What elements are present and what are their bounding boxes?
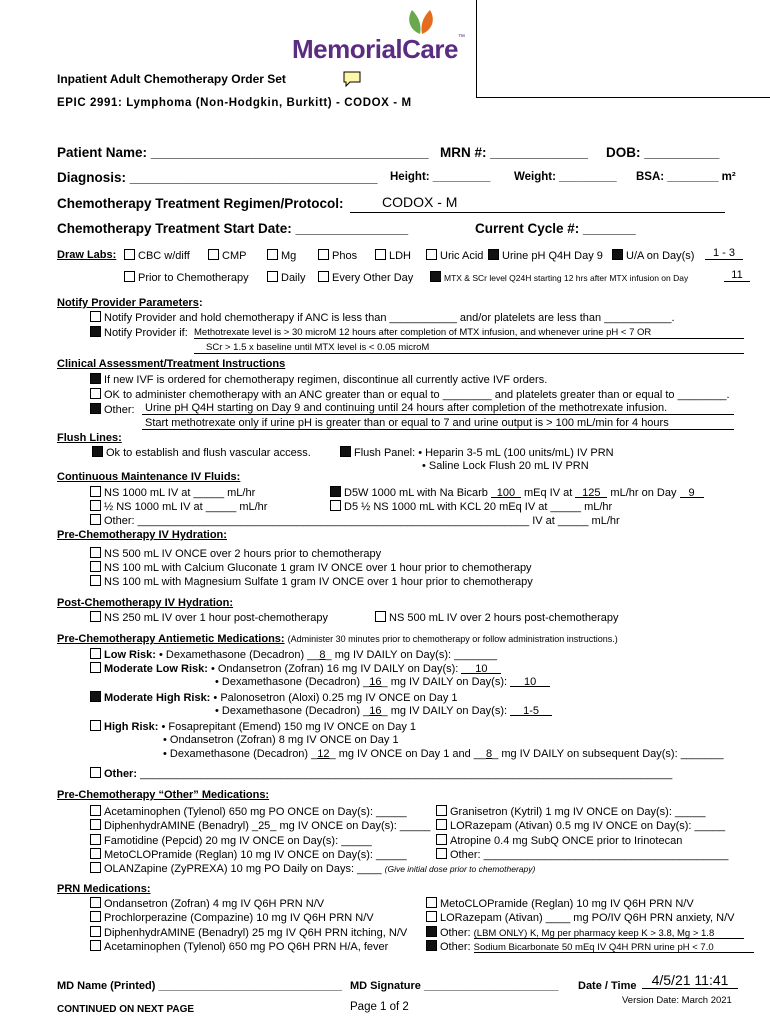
comment-icon[interactable] (342, 70, 362, 88)
ae-modhigh[interactable]: Moderate High Risk: • Palonosetron (Aloxi) 0.25 mg IV ONCE on Day 1 (90, 691, 458, 704)
prehyd-item3-checkbox[interactable] (90, 575, 101, 586)
patient-name[interactable]: Patient Name: _____________________________________ (57, 145, 429, 160)
lab-mtx[interactable]: MTX & SCr level Q24H starting 12 hrs after MTX infusion on Day (430, 271, 688, 283)
assessment-item3[interactable]: Other: (90, 403, 135, 416)
ae-low-dose: 8 (319, 649, 326, 661)
om-right-1-checkbox[interactable] (436, 805, 447, 816)
prehyd-heading: Pre-Chemotherapy IV Hydration: (57, 529, 227, 541)
maint-d5w-checkbox[interactable] (330, 486, 341, 497)
prn-right-1[interactable]: MetoCLOPramide (Reglan) 10 mg IV Q6H PRN N/V (426, 897, 694, 910)
ae-modhigh-checkbox[interactable] (90, 691, 101, 702)
prn-left-3-checkbox[interactable] (90, 926, 101, 937)
epic-line: EPIC 2991: Lymphoma (Non-Hodgkin, Burkitt) - CODOX - M (57, 97, 412, 109)
prehyd-item2-checkbox[interactable] (90, 561, 101, 572)
lab-ua-checkbox[interactable] (612, 249, 623, 260)
ae-high-checkbox[interactable] (90, 720, 101, 731)
maint-d5half[interactable]: D5 ½ NS 1000 mL with KCL 20 mEq IV at _____ mL/hr (330, 500, 612, 513)
prehyd-item1-checkbox[interactable] (90, 547, 101, 558)
om-left-3-checkbox[interactable] (90, 834, 101, 845)
date-time-field[interactable] (642, 972, 738, 989)
notify-heading: Notify Provider Parameters (57, 297, 199, 309)
maint-d5w[interactable]: D5W 1000 mL with Na Bicarb 100 mEq IV at 125 mL/hr on Day 9 (330, 486, 704, 499)
lab-cmp-checkbox[interactable] (208, 249, 219, 260)
prn-left-4-checkbox[interactable] (90, 940, 101, 951)
lab-mg-checkbox[interactable] (267, 249, 278, 260)
d5w-meq[interactable]: 100 (491, 487, 521, 498)
flush-heading: Flush Lines: (57, 432, 122, 444)
dob[interactable]: DOB: __________ (606, 145, 720, 160)
lab-mg[interactable]: Mg (267, 249, 296, 262)
notify-colon: : (199, 297, 203, 309)
othermeds-heading: Pre-Chemotherapy “Other” Medications: (57, 789, 270, 801)
om-right-2-checkbox[interactable] (436, 819, 447, 830)
maint-ns[interactable]: NS 1000 mL IV at _____ mL/hr (90, 486, 255, 499)
doc-title: Inpatient Adult Chemotherapy Order Set (57, 72, 286, 86)
start-date[interactable]: Chemotherapy Treatment Start Date: _______________ (57, 221, 409, 236)
posthyd-right-checkbox[interactable] (375, 611, 386, 622)
ae-low-checkbox[interactable] (90, 648, 101, 659)
flush-left-checkbox[interactable] (92, 446, 103, 457)
om-left-2[interactable]: DiphenhydrAMINE (Benadryl) _25_ mg IV ONCE on Day(s): _____ (90, 819, 430, 832)
lab-prior-checkbox[interactable] (124, 271, 135, 282)
lab-mtx-day[interactable]: 11 (724, 269, 750, 282)
prn-right-1-checkbox[interactable] (426, 897, 437, 908)
lab-cbc[interactable]: CBC w/diff (124, 249, 190, 262)
antiemetic-header (57, 633, 618, 645)
logo (292, 8, 465, 64)
assessment-item1[interactable]: If new IVF is ordered for chemotherapy regimen, discontinue all currently active IVF orders. (90, 373, 547, 386)
mrn[interactable]: MRN #: _____________ (440, 145, 588, 160)
om-right-4-checkbox[interactable] (436, 848, 447, 859)
notify-line1-checkbox[interactable] (90, 311, 101, 322)
lab-ldh[interactable]: LDH (375, 249, 411, 262)
current-cycle[interactable]: Current Cycle #: _______ (475, 221, 636, 236)
lab-cbc-checkbox[interactable] (124, 249, 135, 260)
lab-prior[interactable]: Prior to Chemotherapy (124, 271, 249, 284)
ae-modlow2[interactable]: • Dexamethasone (Decadron) _16_ mg IV DAILY on Day(s): 10 (215, 676, 550, 688)
lab-ua-days[interactable]: 1 - 3 (705, 247, 743, 260)
ae-modlow[interactable]: Moderate Low Risk: • Ondansetron (Zofran) 16 mg IV DAILY on Day(s): 10 (90, 662, 501, 675)
lab-ua[interactable]: U/A on Day(s) (612, 249, 694, 262)
prn-left-2-checkbox[interactable] (90, 911, 101, 922)
prn-left-3[interactable]: DiphenhydrAMINE (Benadryl) 25 mg IV Q6H PRN itching, N/V (90, 926, 407, 939)
logo-text: MemorialCare (292, 34, 458, 64)
flush-right[interactable]: Flush Panel: • Heparin 3-5 mL (100 units/mL) IV PRN (340, 446, 614, 459)
ae-other[interactable]: Other: _______________________________________________________________________________________ (90, 767, 672, 780)
prehyd-item1[interactable]: NS 500 mL IV ONCE over 2 hours prior to chemotherapy (90, 547, 381, 560)
posthyd-left[interactable]: NS 250 mL IV over 1 hour post-chemotherapy (90, 611, 328, 624)
om-left-4[interactable]: MetoCLOPramide (Reglan) 10 mg IV ONCE on Day(s): _____ (90, 848, 407, 861)
lab-urine-ph[interactable]: Urine pH Q4H Day 9 (488, 249, 603, 262)
version-date: Version Date: March 2021 (622, 995, 732, 1006)
logo-tm: ™ (457, 34, 465, 41)
posthyd-left-checkbox[interactable] (90, 611, 101, 622)
assessment-item1-checkbox[interactable] (90, 373, 101, 384)
lab-ldh-checkbox[interactable] (375, 249, 386, 260)
lab-daily[interactable]: Daily (267, 271, 305, 284)
maintenance-heading: Continuous Maintenance IV Fluids: (57, 471, 241, 483)
height[interactable]: Height: _________ (390, 171, 491, 183)
lab-uric[interactable]: Uric Acid (426, 249, 483, 262)
prn-right-4-checkbox[interactable] (426, 940, 437, 951)
weight[interactable]: Weight: _________ (514, 171, 617, 183)
posthyd-heading: Post-Chemotherapy IV Hydration: (57, 597, 234, 609)
page-number: Page 1 of 2 (350, 1001, 409, 1013)
notify-line2-value[interactable]: Methotrexate level is > 30 microM 12 hours after completion of MTX infusion, and whenever urine pH < 7 OR (194, 327, 744, 339)
ae-high2: • Ondansetron (Zofran) 8 mg IV ONCE on Day 1 (163, 734, 399, 746)
ae-modlow2-day[interactable]: 10 (510, 676, 550, 687)
prn-left-1[interactable]: Ondansetron (Zofran) 4 mg IV Q6H PRN N/V (90, 897, 324, 910)
om-left-5[interactable]: OLANZapine (ZyPREXA) 10 mg PO Daily on Days: ____ (Give initial dose prior to chemotherapy) (90, 862, 535, 875)
d5w-day[interactable]: 9 (680, 487, 704, 498)
notify-line3-value[interactable]: SCr > 1.5 x baseline until MTX level is < 0.05 microM (194, 342, 744, 354)
om-right-3-checkbox[interactable] (436, 834, 447, 845)
bsa[interactable]: BSA: ________ m² (636, 171, 736, 183)
ae-low[interactable]: Low Risk: • Dexamethasone (Decadron) __8_ mg IV DAILY on Day(s): _______ (90, 648, 497, 661)
lab-eod[interactable]: Every Other Day (318, 271, 413, 284)
regimen-label: Chemotherapy Treatment Regimen/Protocol: (57, 196, 344, 211)
ae-modhigh2[interactable]: • Dexamethasone (Decadron) _16_ mg IV DAILY on Day(s): 1-5 (215, 705, 552, 717)
prn-right-2[interactable]: LORazepam (Ativan) ____ mg PO/IV Q6H PRN anxiety, N/V (426, 911, 734, 924)
om-right-1[interactable]: Granisetron (Kytril) 1 mg IV ONCE on Day(s): _____ (436, 805, 706, 818)
maint-d5half-checkbox[interactable] (330, 500, 341, 511)
ae-modlow-day[interactable]: 10 (461, 663, 501, 674)
notify-line2-checkbox[interactable] (90, 326, 101, 337)
om-right-4[interactable]: Other: ________________________________________ (436, 848, 728, 861)
header-divider-h (476, 97, 770, 98)
date-time-label: Date / Time (578, 980, 637, 992)
prn-right-3[interactable]: Other: (LBM ONLY) K, Mg per pharmacy keep K > 3.8, Mg > 1.8 (426, 926, 744, 939)
om-left-5-checkbox[interactable] (90, 862, 101, 873)
d5w-rate[interactable]: 125 (575, 487, 607, 498)
labs-label: Draw Labs: (57, 249, 117, 261)
prn-left-1-checkbox[interactable] (90, 897, 101, 908)
om-left-1[interactable]: Acetaminophen (Tylenol) 650 mg PO ONCE on Day(s): _____ (90, 805, 407, 818)
antiemetic-heading: Pre-Chemotherapy Antiemetic Medications: (57, 633, 285, 645)
ae-modhigh2-day[interactable]: 1-5 (510, 705, 552, 716)
maint-other[interactable]: Other: ________________________________________________________________ IV at _____ mL/hr (90, 514, 620, 527)
notify-line1[interactable]: Notify Provider and hold chemotherapy if ANC is less than ___________ and/or platelets are less than ___________. (90, 311, 675, 324)
prn-right-4-value[interactable]: Sodium Bicarbonate 50 mEq IV Q4H PRN urine pH < 7.0 (474, 942, 754, 953)
antiemetic-note: (Administer 30 minutes prior to chemotherapy or follow administration instructions.) (287, 634, 618, 644)
lab-phos[interactable]: Phos (318, 249, 357, 262)
diagnosis[interactable]: Diagnosis: _________________________________ (57, 170, 378, 185)
assessment-item2-checkbox[interactable] (90, 388, 101, 399)
maint-ns-checkbox[interactable] (90, 486, 101, 497)
notify-line2[interactable]: Notify Provider if: (90, 326, 188, 339)
logo-leaf-icon (404, 8, 438, 36)
om-left-1-checkbox[interactable] (90, 805, 101, 816)
lab-phos-checkbox[interactable] (318, 249, 329, 260)
lab-eod-checkbox[interactable] (318, 271, 329, 282)
maint-other-checkbox[interactable] (90, 514, 101, 525)
lab-uric-checkbox[interactable] (426, 249, 437, 260)
prn-heading: PRN Medications: (57, 883, 151, 895)
assessment-item3-value[interactable]: Urine pH Q4H starting on Day 9 and continuing until 24 hours after completion of the methotrexate infusion. (142, 402, 734, 415)
ae-modlow-checkbox[interactable] (90, 662, 101, 673)
md-name[interactable]: MD Name (Printed) ______________________________ (57, 980, 342, 992)
maint-halfns[interactable]: ½ NS 1000 mL IV at _____ mL/hr (90, 500, 267, 513)
ae-other-checkbox[interactable] (90, 767, 101, 778)
header-divider (476, 0, 477, 98)
om-right-3[interactable]: Atropine 0.4 mg SubQ ONCE prior to Irinotecan (436, 834, 682, 847)
continued: CONTINUED ON NEXT PAGE (57, 1004, 195, 1015)
md-signature[interactable]: MD Signature ______________________ (350, 980, 559, 992)
assessment-heading: Clinical Assessment/Treatment Instructions (57, 358, 286, 370)
prn-right-3-checkbox[interactable] (426, 926, 437, 937)
prehyd-item2[interactable]: NS 100 mL with Calcium Gluconate 1 gram IV ONCE over 1 hour prior to chemotherapy (90, 561, 532, 574)
prehyd-item3[interactable]: NS 100 mL with Magnesium Sulfate 1 gram IV ONCE over 1 hour prior to chemotherapy (90, 575, 533, 588)
om-left-2-checkbox[interactable] (90, 819, 101, 830)
assessment-item3-checkbox[interactable] (90, 403, 101, 414)
prn-right-4[interactable]: Other: Sodium Bicarbonate 50 mEq IV Q4H PRN urine pH < 7.0 (426, 940, 754, 953)
om-left-4-checkbox[interactable] (90, 848, 101, 859)
lab-daily-checkbox[interactable] (267, 271, 278, 282)
assessment-item4-value[interactable]: Start methotrexate only if urine pH is greater than or equal to 7 and urine output is > 100 mL/min for 4 hours (142, 417, 734, 430)
lab-cmp[interactable]: CMP (208, 249, 246, 262)
regimen-value: CODOX - M (382, 194, 458, 210)
ae-high3[interactable]: • Dexamethasone (Decadron) _12_ mg IV ONCE on Day 1 and __8_ mg IV DAILY on subsequent Day(s): _______ (163, 748, 724, 760)
flush-left[interactable]: Ok to establish and flush vascular access. (92, 446, 311, 459)
regimen-field[interactable] (350, 196, 725, 213)
prn-right-3-value[interactable]: (LBM ONLY) K, Mg per pharmacy keep K > 3.8, Mg > 1.8 (474, 928, 744, 939)
prn-right-2-checkbox[interactable] (426, 911, 437, 922)
prn-left-4[interactable]: Acetaminophen (Tylenol) 650 mg PO Q6H PRN H/A, fever (90, 940, 388, 953)
posthyd-right[interactable]: NS 500 mL IV over 2 hours post-chemotherapy (375, 611, 619, 624)
assessment-item2[interactable]: OK to administer chemotherapy with an ANC greater than or equal to ________ and platelets greater than or equal to ________. (90, 388, 730, 401)
lab-mtx-checkbox[interactable] (430, 271, 441, 282)
om-right-2[interactable]: LORazepam (Ativan) 0.5 mg IV ONCE on Day(s): _____ (436, 819, 725, 832)
prn-left-2[interactable]: Prochlorperazine (Compazine) 10 mg IV Q6H PRN N/V (90, 911, 374, 924)
date-time-value: 4/5/21 11:41 (651, 972, 729, 988)
maint-halfns-checkbox[interactable] (90, 500, 101, 511)
lab-urine-ph-checkbox[interactable] (488, 249, 499, 260)
flush-right2: • Saline Lock Flush 20 mL IV PRN (422, 460, 589, 472)
flush-right-checkbox[interactable] (340, 446, 351, 457)
om-left-3[interactable]: Famotidine (Pepcid) 20 mg IV ONCE on Day(s): _____ (90, 834, 372, 847)
ae-high[interactable]: High Risk: • Fosaprepitant (Emend) 150 mg IV ONCE on Day 1 (90, 720, 416, 733)
